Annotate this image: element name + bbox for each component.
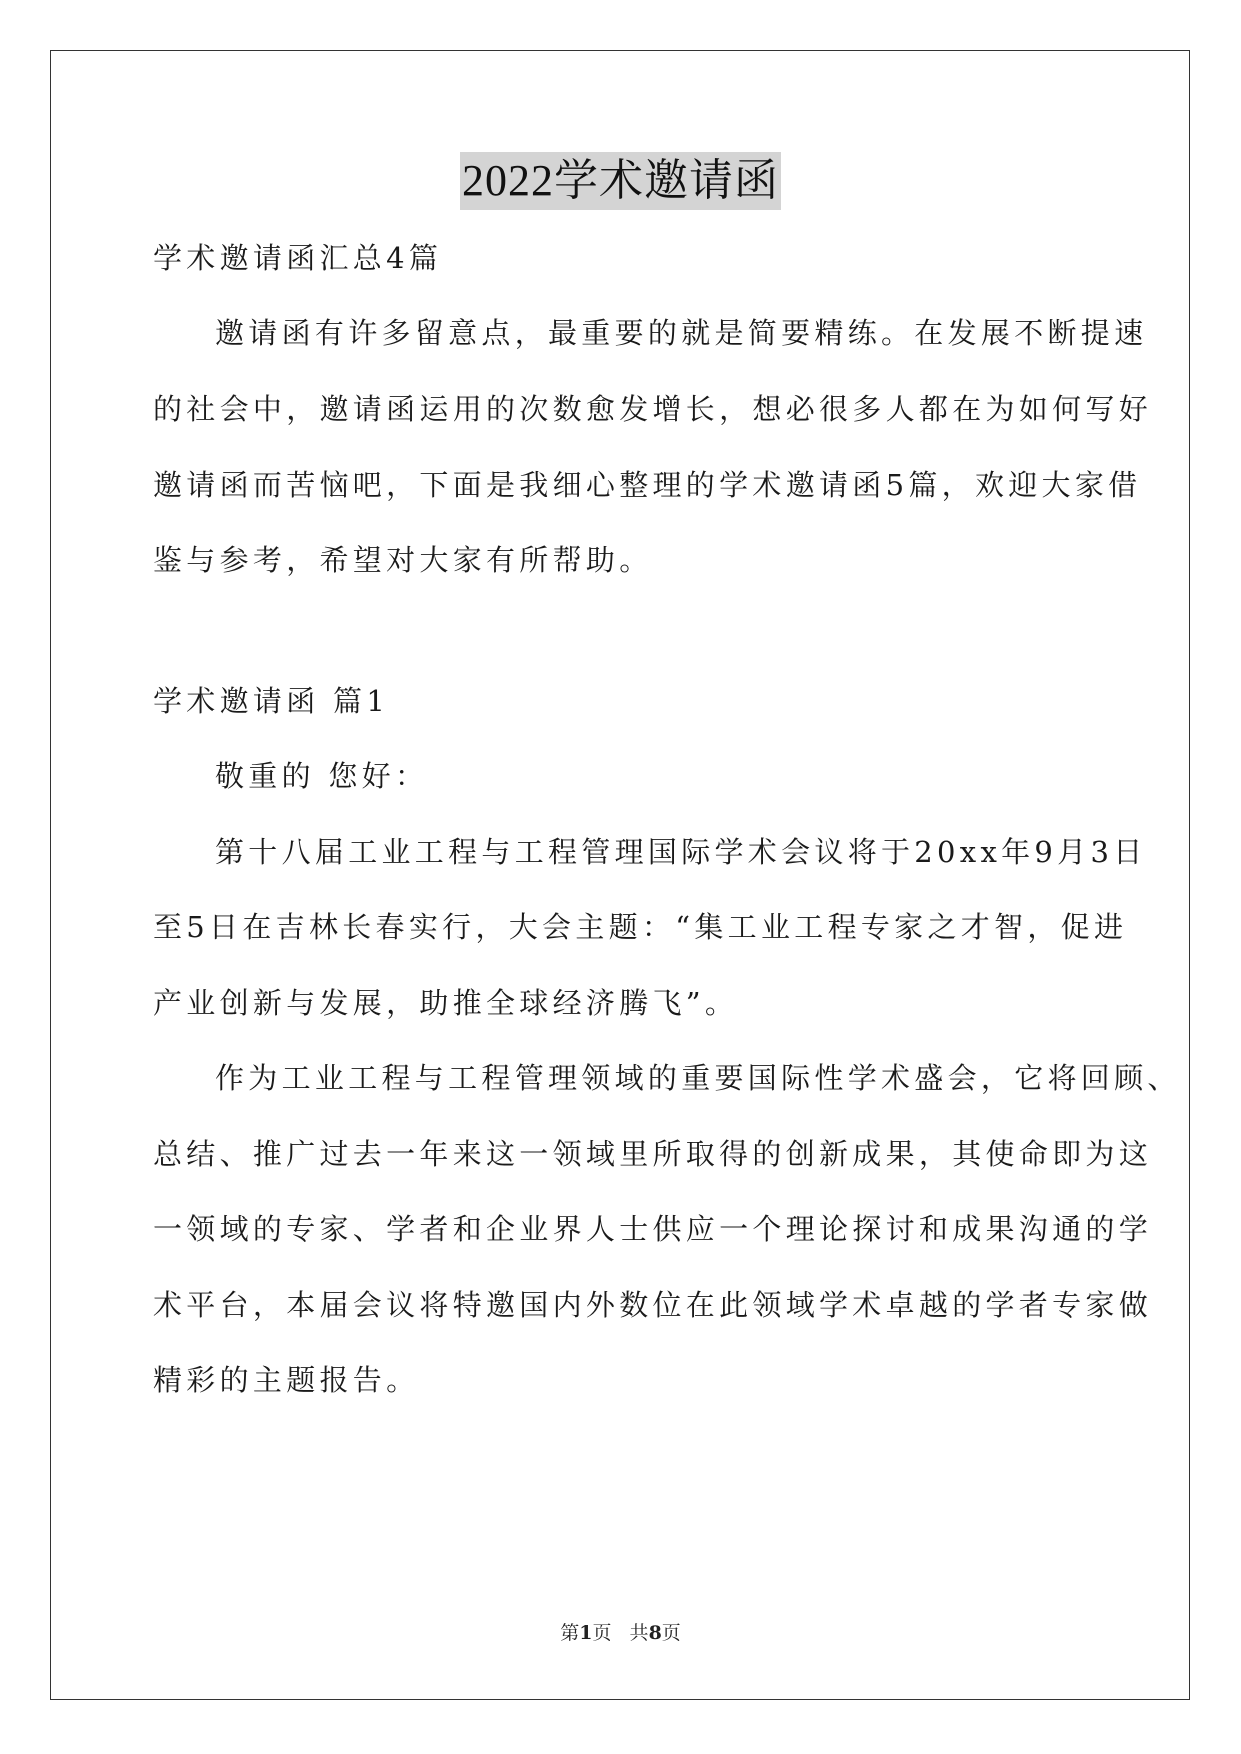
footer-suffix: 页 xyxy=(661,1622,681,1644)
footer-prefix: 第 xyxy=(560,1622,580,1644)
intro-line: 鉴与参考，希望对大家有所帮助。 xyxy=(153,543,653,577)
subtitle: 学术邀请函汇总4篇 xyxy=(153,241,443,275)
paragraph-line: 产业创新与发展，助推全球经济腾飞”。 xyxy=(153,986,739,1020)
document-title: 2022学术邀请函 xyxy=(460,152,781,210)
paragraph-line: 一领域的专家、学者和企业界人士供应一个理论探讨和成果沟通的学 xyxy=(153,1212,1153,1246)
footer-middle: 页 共 xyxy=(592,1622,649,1644)
intro-line: 邀请函有许多留意点，最重要的就是简要精练。在发展不断提速 xyxy=(215,316,1148,350)
page-footer xyxy=(0,1620,1241,1646)
total-pages-number: 8 xyxy=(648,1622,662,1644)
intro-line: 邀请函而苦恼吧，下面是我细心整理的学术邀请函5篇，欢迎大家借 xyxy=(153,468,1142,502)
paragraph-line: 精彩的主题报告。 xyxy=(153,1363,420,1397)
paragraph-line: 至5日在吉林长春实行，大会主题：“集工业工程专家之才智，促进 xyxy=(153,910,1128,944)
intro-line: 的社会中，邀请函运用的次数愈发增长，想必很多人都在为如何写好 xyxy=(153,392,1153,426)
paragraph-line: 第十八届工业工程与工程管理国际学术会议将于20xx年9月3日 xyxy=(215,835,1147,869)
title-container xyxy=(0,152,1241,210)
paragraph-line: 术平台，本届会议将特邀国内外数位在此领域学术卓越的学者专家做 xyxy=(153,1288,1153,1322)
current-page-number: 1 xyxy=(579,1622,593,1644)
page-border xyxy=(50,50,1190,1700)
section-heading: 学术邀请函 篇1 xyxy=(153,684,390,718)
paragraph-line: 作为工业工程与工程管理领域的重要国际性学术盛会，它将回顾、 xyxy=(215,1061,1181,1095)
paragraph-line: 总结、推广过去一年来这一领域里所取得的创新成果，其使命即为这 xyxy=(153,1137,1153,1171)
greeting: 敬重的 您好： xyxy=(215,759,429,793)
